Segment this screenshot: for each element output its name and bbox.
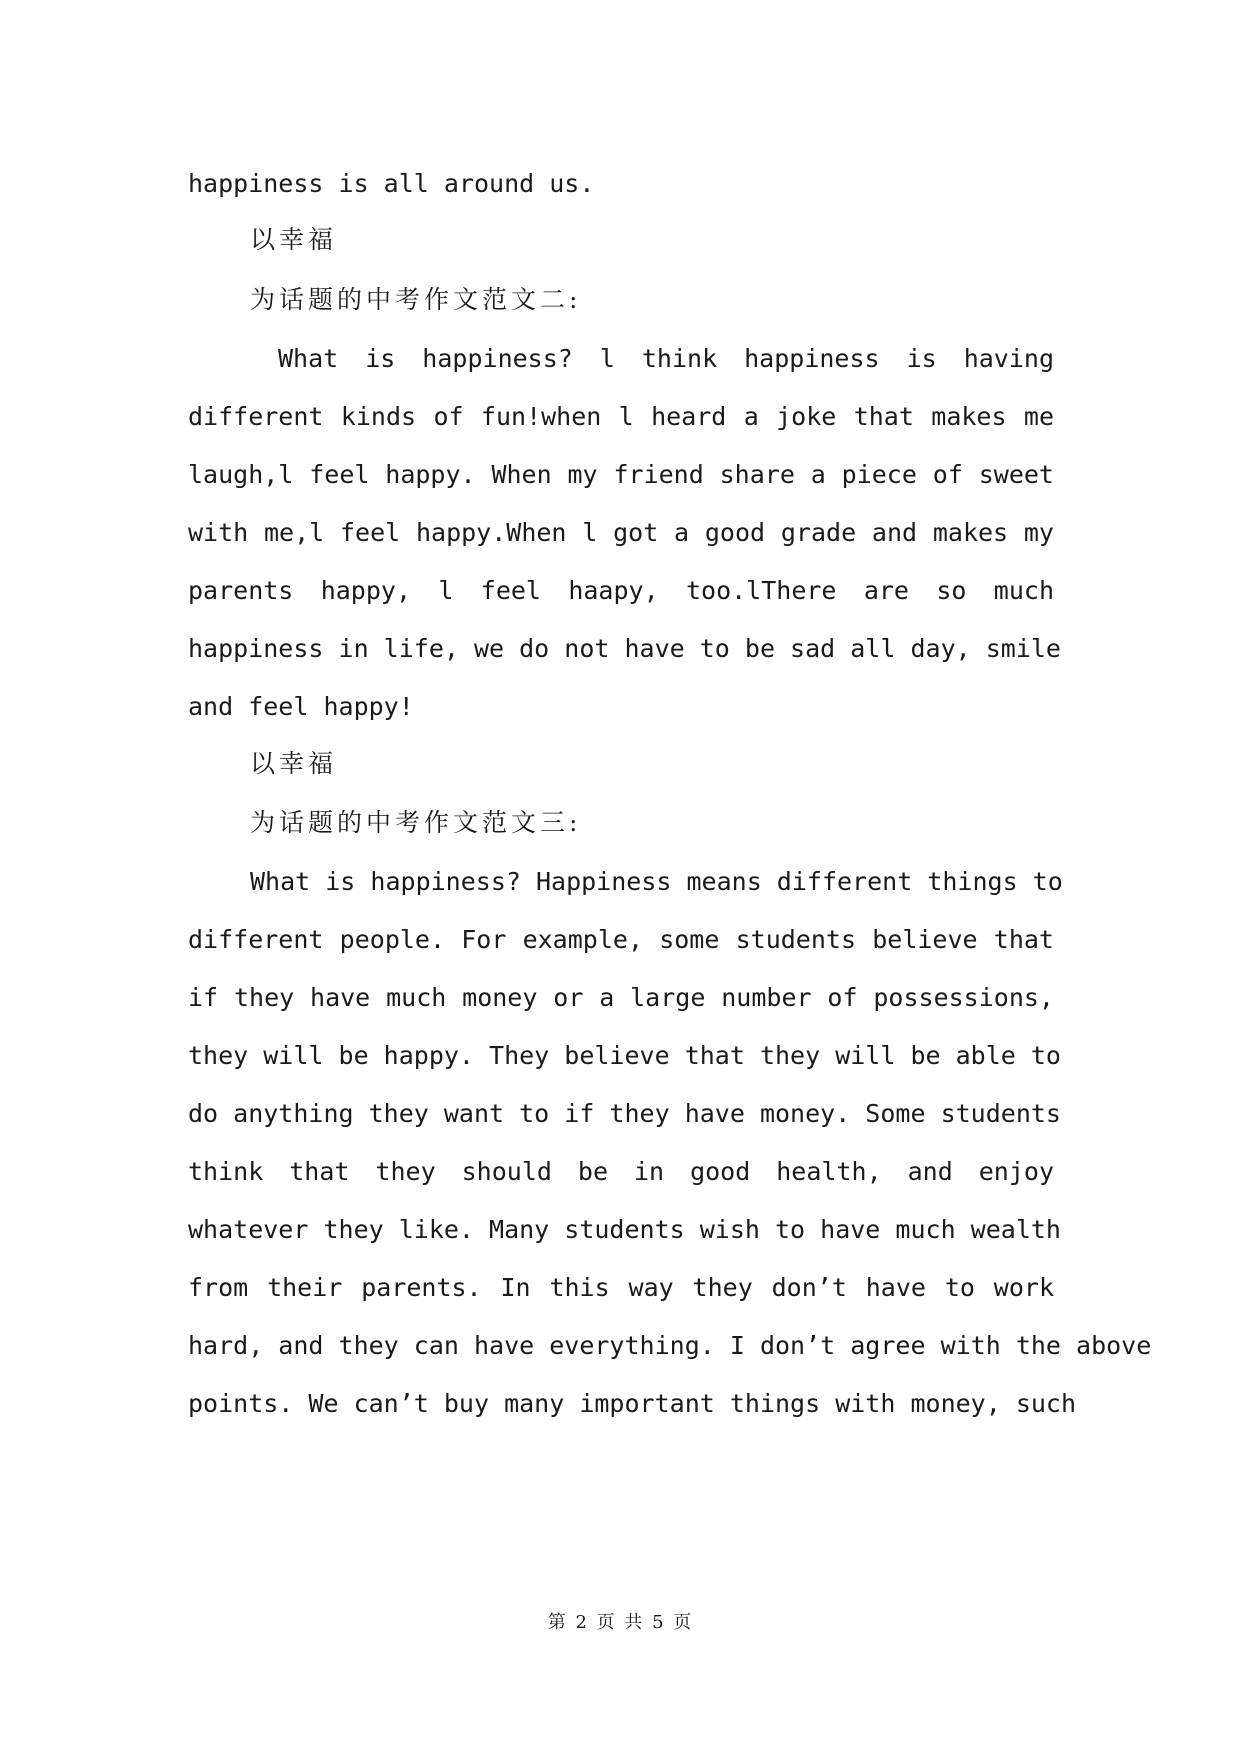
paragraph-line: happiness is all around us. (188, 169, 595, 198)
paragraph-line: think that they should be in good health, and enjoy (188, 1157, 1054, 1186)
paragraph-line: do anything they want to if they have money. Some students (188, 1099, 1061, 1128)
paragraph-line: they will be happy. They believe that they will be able to (188, 1041, 1061, 1070)
paragraph-line: if they have much money or a large number of possessions, (188, 983, 1054, 1012)
heading-line: 以幸福 (250, 225, 338, 254)
heading-line: 以幸福 (250, 749, 338, 778)
paragraph-line: laugh,l feel happy. When my friend share a piece of sweet (188, 460, 1054, 489)
heading-line: 为话题的中考作文范文二: (250, 285, 582, 314)
page-number-footer: 第 2 页 共 5 页 (547, 1612, 694, 1633)
paragraph-line: from their parents. In this way they don’t have to work (188, 1273, 1054, 1302)
paragraph-line: happiness in life, we do not have to be sad all day, smile (188, 634, 1061, 663)
paragraph-line: points. We can’t buy many important things with money, such (188, 1389, 1077, 1418)
paragraph-line: whatever they like. Many students wish to have much wealth (188, 1215, 1061, 1244)
paragraph-line: What is happiness? l think happiness is having (278, 344, 1054, 373)
heading-line: 为话题的中考作文范文三: (250, 808, 582, 837)
paragraph-line: different kinds of fun!when l heard a joke that makes me (188, 402, 1054, 431)
paragraph-line: with me,l feel happy.When l got a good grade and makes my (188, 518, 1054, 547)
paragraph-line: parents happy, l feel haapy, too.lThere are so much (188, 576, 1054, 605)
paragraph-line: What is happiness? Happiness means different things to (250, 867, 1063, 896)
paragraph-line: and feel happy! (188, 692, 414, 721)
paragraph-line: hard, and they can have everything. I don’t agree with the above (188, 1331, 1152, 1360)
paragraph-line: different people. For example, some students believe that (188, 925, 1054, 954)
